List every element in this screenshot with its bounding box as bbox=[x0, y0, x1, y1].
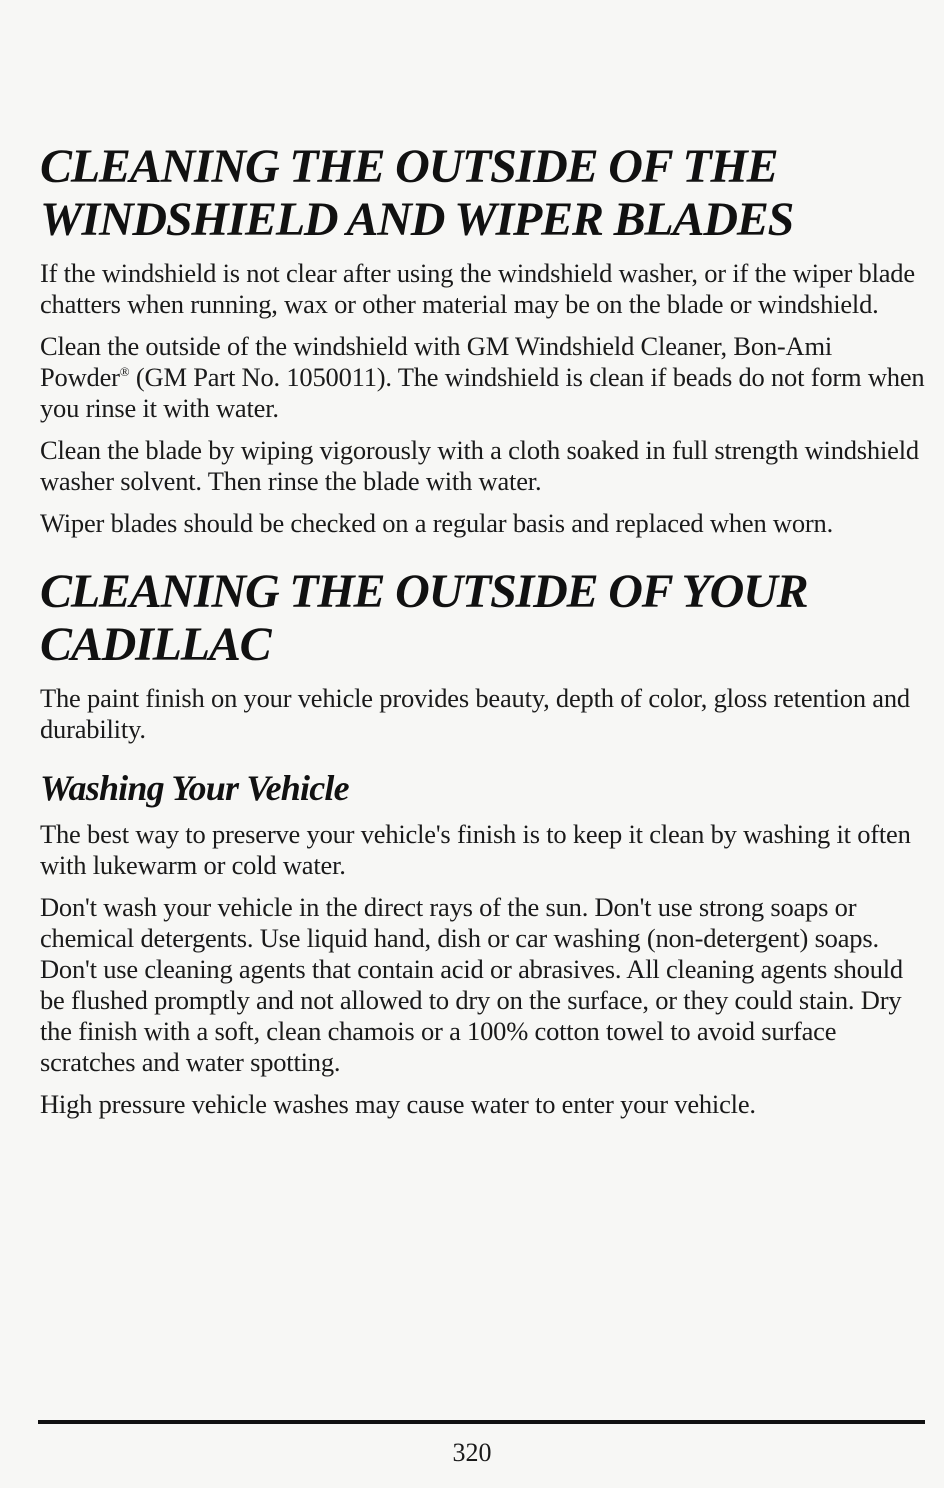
subheading-washing-vehicle: Washing Your Vehicle bbox=[40, 768, 349, 808]
paragraph-text: Clean the outside of the windshield with GM Windshield Cleaner, Bon-Ami Powder bbox=[40, 331, 833, 392]
heading-windshield-cleaning: CLEANING THE OUTSIDE OF THE WINDSHIELD AND WIPER BLADES bbox=[40, 140, 794, 246]
paragraph-pressure-washes: High pressure vehicle washes may cause water to enter your vehicle. bbox=[40, 1089, 756, 1119]
heading-outside-cleaning: CLEANING THE OUTSIDE OF YOUR CADILLAC bbox=[40, 565, 808, 671]
registered-mark: ® bbox=[119, 364, 130, 379]
page-content bbox=[40, 140, 925, 1131]
paragraph-blade-replacement: Wiper blades should be checked on a regular basis and replaced when worn. bbox=[40, 508, 834, 538]
footer-rule bbox=[38, 1420, 925, 1424]
paragraph-windshield-intro: If the windshield is not clear after using the windshield washer, or if the wiper blade chatters when running, wax or other material may be on the blade or windshield. bbox=[40, 258, 915, 319]
paragraph-paint-finish: The paint finish on your vehicle provides beauty, depth of color, gloss retention and durability. bbox=[40, 683, 910, 744]
paragraph-text: (GM Part No. 1050011). The windshield is clean if beads do not form when you rinse it with water. bbox=[40, 362, 925, 423]
page-number: 320 bbox=[452, 1438, 492, 1467]
paragraph-windshield-cleaner bbox=[40, 331, 925, 424]
paragraph-blade-cleaning: Clean the blade by wiping vigorously with a cloth soaked in full strength windshield washer solvent. Then rinse the blade with water. bbox=[40, 435, 919, 496]
paragraph-washing-instructions: Don't wash your vehicle in the direct rays of the sun. Don't use strong soaps or chemical detergents. Use liquid hand, dish or car washing (non-detergent) soaps. Don't use cleaning agents that contain acid or abrasives. All cleaning agents should be flushed promptly and not allowed to dry on the surface, or they could stain. Dry the finish with a soft, clean chamois or a 100% cotton towel to avoid surface scratches and water spotting. bbox=[40, 892, 903, 1077]
paragraph-washing-best-way: The best way to preserve your vehicle's finish is to keep it clean by washing it often with lukewarm or cold water. bbox=[40, 819, 911, 880]
